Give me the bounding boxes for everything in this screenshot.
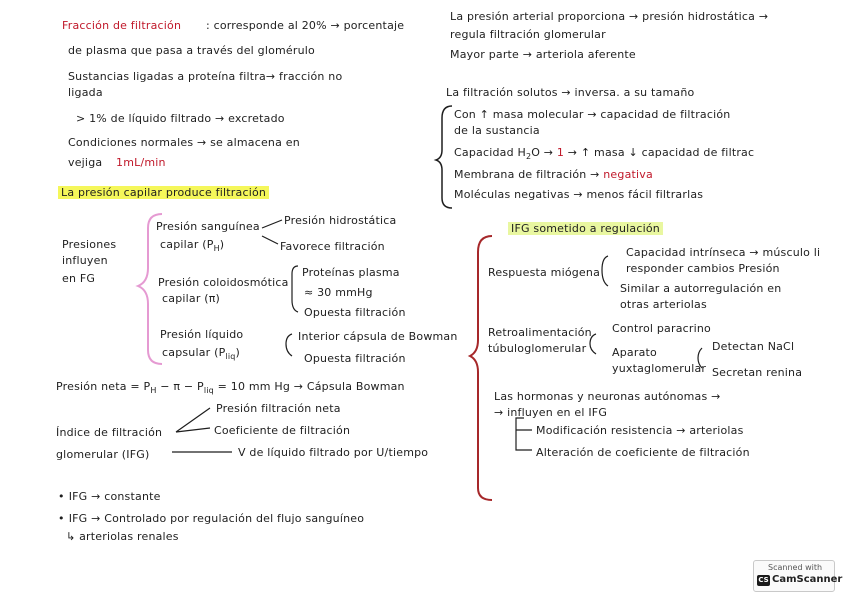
- tg-r3: yuxtaglomerular: [612, 362, 707, 375]
- group1-b: capilar $(P_H)$: [160, 238, 225, 254]
- group3-brace: [286, 334, 292, 356]
- hn-r1: Modificación resistencia → arteriolas: [536, 424, 744, 437]
- group2-brace: [292, 266, 298, 312]
- pink-brace: [138, 214, 162, 364]
- group2-r2: ≈ 30 mmHg: [304, 286, 373, 299]
- solutes-heading: La filtración solutos → inversa. a su tamaño: [446, 86, 695, 99]
- hn-label-1: Las hormonas y neuronas autónomas →: [494, 390, 721, 403]
- tg-label-2: túbuloglomerular: [488, 342, 587, 355]
- scanner-badge-brand: CamScanner: [772, 574, 843, 585]
- group1-r2: Favorece filtración: [280, 240, 385, 253]
- group2-a: Presión coloidosmótica: [158, 276, 289, 289]
- bullet-gfr-controlled: • IFG → Controlado por regulación del flujo sanguíneo: [58, 512, 364, 525]
- pressures-label-1: Presiones: [62, 238, 117, 251]
- scanner-badge-caption: Scanned with: [768, 563, 823, 572]
- gfr-label-2: glomerular (IFG): [56, 448, 150, 461]
- group1-a: Presión sanguínea: [156, 220, 260, 233]
- hn-r2: Alteración de coeficiente de filtración: [536, 446, 750, 459]
- hn-label-2: → influyen en el IFG: [494, 406, 608, 419]
- myogenic-label: Respuesta miógena: [488, 266, 601, 279]
- group2-r3: Opuesta filtración: [304, 306, 406, 319]
- gfr-label-1: Índice de filtración: [56, 426, 163, 439]
- group1-arrows: [262, 220, 282, 244]
- net-pressure-formula: Presión neta = $P_H - \pi - P_{liq} = 10$ mm Hg → Cápsula Bowman: [56, 380, 405, 396]
- right-top-2: regula filtración glomerular: [450, 28, 606, 41]
- myo-brace: [602, 256, 608, 286]
- myogenic-r2: responder cambios Presión: [626, 262, 780, 275]
- solutes-s1b: de la sustancia: [454, 124, 540, 137]
- group3-r1: Interior cápsula de Bowman: [298, 330, 458, 343]
- filtration-fraction-title: Fracción de filtración: [62, 19, 182, 32]
- solutes-s3: Membrana de filtración → negativa: [454, 168, 653, 181]
- right-top-1: La presión arterial proporciona → presión hidrostática →: [450, 10, 769, 23]
- tg-r5: Secretan renina: [712, 366, 803, 379]
- myogenic-r1: Capacidad intrínseca → músculo li: [626, 246, 821, 259]
- tg-label-1: Retroalimentación: [488, 326, 592, 339]
- filtration-fraction-line7: [68, 156, 166, 169]
- myogenic-r3: Similar a autorregulación en: [620, 282, 782, 295]
- right-top-3: Mayor parte → arteriola aferente: [450, 48, 636, 61]
- hn-bracket: [516, 418, 532, 450]
- capillary-heading-highlight: La presión capilar produce filtración: [58, 186, 269, 199]
- group3-r2: Opuesta filtración: [304, 352, 406, 365]
- bullet-gfr-constant: • IFG → constante: [58, 490, 161, 503]
- group1-r1: Presión hidrostática: [284, 214, 397, 227]
- filtration-fraction-line5: > 1% de líquido filtrado → excretado: [76, 112, 285, 125]
- solutes-brace: [436, 106, 452, 208]
- group2-r1: Proteínas plasma: [302, 266, 400, 279]
- filtration-fraction-line1: : corresponde al 20% → porcentaje: [206, 19, 405, 32]
- camscanner-logo-icon: CS: [758, 576, 769, 584]
- filtration-fraction-line6: Condiciones normales → se almacena en: [68, 136, 300, 149]
- scanner-badge: [753, 560, 843, 592]
- tg-r1: Control paracrino: [612, 322, 711, 335]
- filtration-fraction-line4: ligada: [68, 86, 103, 99]
- group2-b: capilar (π): [162, 292, 221, 305]
- solutes-s1a: Con ↑ masa molecular → capacidad de filtración: [454, 108, 731, 121]
- group3-a: Presión líquido: [160, 328, 244, 341]
- filtration-fraction-line3: Sustancias ligadas a proteína filtra→ fracción no: [68, 70, 343, 83]
- vejiga-text: vejiga: [68, 156, 103, 169]
- bullet-gfr-controlled-sub: ↳ arteriolas renales: [66, 530, 179, 543]
- tg-r4: Detectan NaCl: [712, 340, 795, 353]
- filtration-fraction-line2: de plasma que pasa a través del glomérulo: [68, 44, 315, 57]
- regulation-heading: [508, 222, 663, 235]
- gfr-r2: Coeficiente de filtración: [214, 424, 351, 437]
- pressures-label-3: en FG: [62, 272, 96, 285]
- urine-rate: 1mL/min: [116, 156, 166, 169]
- regulation-heading-highlight: IFG sometido a regulación: [508, 222, 663, 235]
- tg-r2: Aparato: [612, 346, 657, 359]
- gfr-r3: V de líquido filtrado por U/tiempo: [238, 446, 429, 459]
- myogenic-r4: otras arteriolas: [620, 298, 707, 311]
- solutes-s2: Capacidad $H_2O \to 1$ → ↑ masa ↓ capacidad de filtrac: [454, 146, 755, 162]
- pressures-label-2: influyen: [62, 254, 108, 267]
- group3-b: capsular $(P_{liq})$: [162, 346, 241, 362]
- solutes-s4: Moléculas negativas → menos fácil filtrarlas: [454, 188, 704, 201]
- gfr-r1: Presión filtración neta: [216, 402, 341, 415]
- capillary-pressure-heading: [58, 186, 269, 199]
